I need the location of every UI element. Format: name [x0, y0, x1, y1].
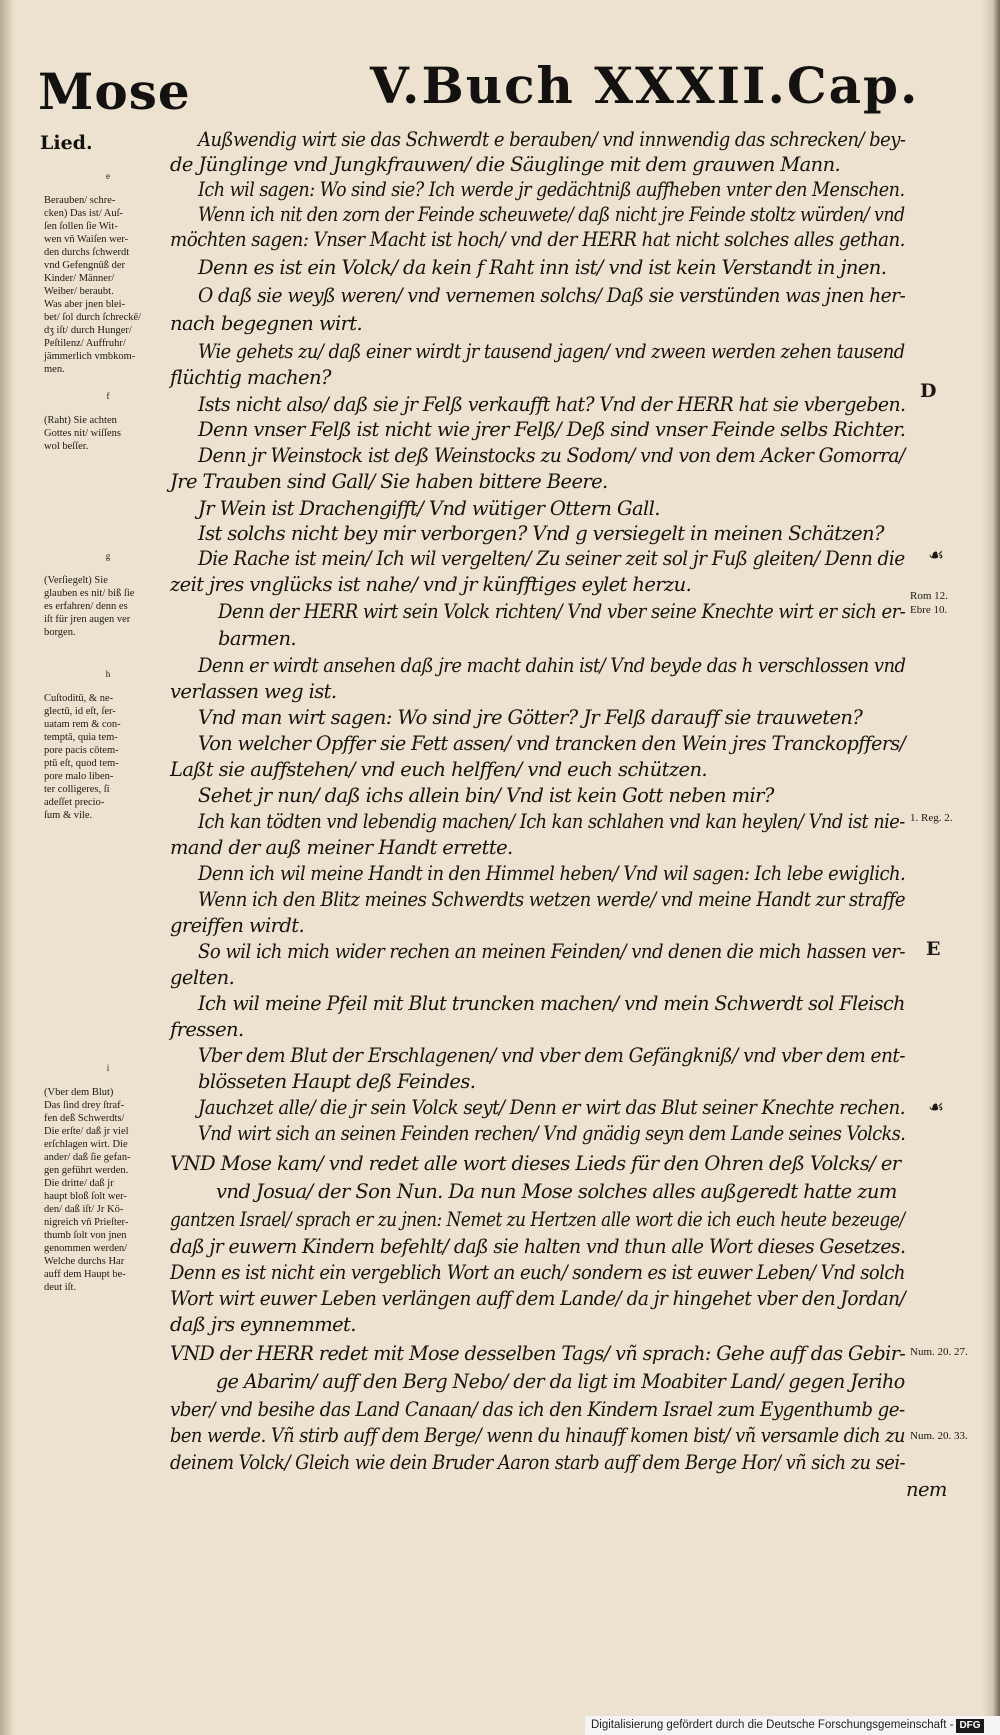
text-line: O daß sie weyß weren/ vnd vernemen solchs/ Daß sie verstünden was jnen her-: [198, 284, 906, 307]
text-line: vnd Josua/ der Son Nun. Da nun Mose solches alles außgeredt hatte zum: [216, 1180, 897, 1203]
text-line: blösseten Haupt deß Feindes.: [198, 1070, 476, 1093]
text-line: daß jr euwern Kindern befehlt/ daß sie halten vnd thun alle Wort dieses Gesetzes.: [170, 1235, 906, 1258]
margin-note: [44, 378, 172, 453]
text-line: gelten.: [170, 966, 235, 989]
text-line: zeit jres vnglücks ist nahe/ vnd jr künfftiges eylet herzu.: [170, 573, 692, 596]
text-line: vber/ vnd besihe das Land Canaan/ das ich den Kindern Israel zum Eygenthumb ge-: [170, 1398, 905, 1421]
page-gutter: [0, 0, 14, 1735]
text-line: Jauchzet alle/ die jr sein Volck seyt/ Denn er wirt das Blut seiner Knechte rechen.: [198, 1096, 905, 1119]
text-line: möchten sagen: Vnser Macht ist hoch/ vnd der HERR hat nicht solches alles gethan.: [170, 228, 905, 251]
text-line: barmen.: [218, 627, 297, 650]
text-line: daß jrs eynnemmet.: [170, 1313, 356, 1336]
text-line: Denn es ist ein Volck/ da kein f Raht inn ist/ vnd ist kein Verstandt in jnen.: [198, 256, 887, 279]
text-line: Denn ich wil meine Handt in den Himmel heben/ Vnd wil sagen: Ich lebe ewiglich.: [198, 862, 906, 885]
text-line: greiffen wirdt.: [170, 914, 305, 937]
margin-note: [44, 158, 172, 376]
text-line: VND der HERR redet mit Mose desselben Tags/ vñ sprach: Gehe auff das Gebir-: [170, 1342, 906, 1365]
cross-reference: Ebre 10.: [910, 604, 948, 616]
text-line: Die Rache ist mein/ Ich wil vergelten/ Zu seiner zeit sol jr Fuß gleiten/ Denn die: [198, 547, 905, 570]
text-line: de Jünglinge vnd Jungkfrauwen/ die Säuglinge mit dem grauwen Mann.: [170, 153, 841, 176]
text-line: Denn jr Weinstock ist deß Weinstocks zu Sodom/ vnd von dem Acker Gomorra/: [198, 444, 905, 467]
text-line: mand der auß meiner Handt errette.: [170, 836, 513, 859]
note-text: (Verſiegelt) Sie glauben es nit/ biß ſie es erfahren/ denn es iſt für jren augen ver borgen.: [44, 575, 135, 638]
section-label: Lied.: [40, 132, 93, 154]
note-text: (Raht) Sie achten Gottes nit/ wiſſens wol beſſer.: [44, 415, 121, 452]
text-line: Denn vnser Felß ist nicht wie jrer Felß/ Deß sind vnser Feinde selbs Richter.: [198, 418, 906, 441]
footer-text: Digitalisierung gefördert durch die Deutsche Forschungsgemeinschaft -: [591, 1719, 954, 1731]
text-line: Wie gehets zu/ daß einer wirdt jr tausend jagen/ vnd zween werden zehen tausend: [198, 340, 905, 363]
text-line: Jr Wein ist Drachengifft/ Vnd wütiger Ottern Gall.: [198, 497, 660, 520]
text-line: Ists nicht also/ daß sie jr Felß verkaufft hat? Vnd der HERR hat sie vbergeben.: [198, 393, 906, 416]
note-key: i: [106, 1063, 110, 1073]
note-key: f: [106, 391, 110, 401]
cross-reference: Num. 20. 33.: [910, 1430, 968, 1442]
text-line: Ich wil meine Pfeil mit Blut truncken machen/ vnd mein Schwerdt sol Fleisch: [198, 992, 905, 1015]
text-line: verlassen weg ist.: [170, 680, 337, 703]
text-line: Vnd man wirt sagen: Wo sind jre Götter? Jr Felß darauff sie trauweten?: [198, 706, 863, 729]
cross-reference: 1. Reg. 2.: [910, 812, 953, 824]
text-line: Wenn ich nit den zorn der Feinde scheuwete/ daß nicht jre Feinde stoltz würden/ vnd: [198, 203, 905, 226]
cross-reference: Num. 20. 27.: [910, 1346, 968, 1358]
note-key: e: [106, 171, 110, 181]
text-line: Außwendig wirt sie das Schwerdt e berauben/ vnd innwendig das schrecken/ bey-: [198, 128, 906, 151]
note-key: g: [105, 551, 111, 561]
text-line: Sehet jr nun/ daß ichs allein bin/ Vnd ist kein Gott neben mir?: [198, 784, 774, 807]
note-key: h: [105, 669, 111, 679]
text-line: Ich wil sagen: Wo sind sie? Ich werde jr gedächtniß auffheben vnter den Menschen.: [198, 178, 905, 201]
margin-note: [44, 1050, 172, 1294]
text-line: Von welcher Opffer sie Fett assen/ vnd trancken den Wein jres Tranckopffers/: [198, 732, 906, 755]
text-line: nem: [906, 1478, 947, 1501]
text-line: Laßt sie auffstehen/ vnd euch helffen/ vnd euch schützen.: [170, 758, 708, 781]
text-line: ben werde. Vñ stirb auff dem Berge/ wenn du hinauff komen bist/ vñ versamle dich zu: [170, 1424, 906, 1447]
text-line: Ich kan tödten vnd lebendig machen/ Ich kan schlahen vnd kan heylen/ Vnd ist nie-: [198, 810, 905, 833]
text-line: Denn er wirdt ansehen daß jre macht dahin ist/ Vnd beyde das h verschlossen vnd: [198, 654, 906, 677]
section-letter-e: E: [926, 938, 941, 960]
text-line: Vnd wirt sich an seinen Feinden rechen/ Vnd gnädig seyn dem Lande seines Volcks.: [198, 1122, 906, 1145]
text-line: Denn der HERR wirt sein Volck richten/ Vnd vber seine Knechte wirt er sich er-: [218, 600, 906, 623]
note-text: Cuſtoditū, & ne- glectū, id eſt, ſer- uatam rem & con- temptā, quia tem- pore pacis cōtem- ptū eſt, quod tem- pore malo liben- ter colligeres, ſi adeſſet precio- ſum & vile.: [44, 693, 121, 821]
page-edge: [982, 0, 1000, 1735]
section-letter-d: D: [920, 380, 937, 402]
text-line: flüchtig machen?: [170, 366, 331, 389]
cross-reference: Rom 12.: [910, 590, 948, 602]
note-text: Berauben/ schre- cken) Das ist/ Auſ- ſen ſollen ſie Wit- wen vñ Waiſen wer- den durchs ſchwerdt vnd Gefengnüß der Kinder/ Männer/ Weiber/ beraubt. Was aber jnen blei- bet/ ſol durch ſchreckē/ dʒ iſt/ durch Hunger/ Peſtilenz/ Auffruhr/ jämmerlich vmbkom- men.: [44, 195, 142, 375]
text-line: VND Mose kam/ vnd redet alle wort dieses Lieds für den Ohren deß Volcks/ er: [170, 1152, 901, 1175]
text-line: Jre Trauben sind Gall/ Sie haben bittere Beere.: [170, 470, 608, 493]
running-head-center: V.Buch XXXII.Cap.: [370, 56, 920, 115]
digitization-footer: [585, 1716, 1000, 1735]
pointing-hand-icon: ☙: [928, 1097, 945, 1118]
text-line: nach begegnen wirt.: [170, 312, 363, 335]
text-line: gantzen Israel/ sprach er zu jnen: Nemet zu Hertzen alle wort die ich euch heute bezeuge/: [170, 1208, 905, 1231]
note-text: (Vber dem Blut) Das ſind drey ſtraf- fen deß Schwerdts/ Die erſte/ daß jr viel erſchlagen wirt. Die ander/ daß ſie gefan- gen geführt werden. Die dritte/ daß jr haupt bloß ſolt wer- den/ daß iſt/ Jr Kö- nigreich vñ Prieſter- thumb ſolt von jnen genommen werden/ Welche durchs Har auff dem Haupt be- deut iſt.: [44, 1087, 131, 1293]
text-line: fressen.: [170, 1018, 244, 1041]
running-head-left: Mose: [38, 62, 191, 121]
text-line: ge Abarim/ auff den Berg Nebo/ der da ligt im Moabiter Land/ gegen Jeriho: [216, 1370, 905, 1393]
text-line: So wil ich mich wider rechen an meinen Feinden/ vnd denen die mich hassen ver-: [198, 940, 905, 963]
margin-note: [44, 656, 172, 822]
text-line: Denn es ist nicht ein vergeblich Wort an euch/ sondern es ist euwer Leben/ Vnd solch: [170, 1261, 905, 1284]
text-line: Wenn ich den Blitz meines Schwerdts wetzen werde/ vnd meine Handt zur straffe: [198, 888, 906, 911]
dfg-logo: DFG: [956, 1719, 983, 1733]
margin-note: [44, 538, 172, 639]
text-line: deinem Volck/ Gleich wie dein Bruder Aaron starb auff dem Berge Hor/ vñ sich zu sei-: [170, 1451, 906, 1474]
text-line: Wort wirt euwer Leben verlängen auff dem Lande/ da jr hingehet vber den Jordan/: [170, 1287, 906, 1310]
pointing-hand-icon: ☙: [928, 545, 945, 566]
text-line: Ist solchs nicht bey mir verborgen? Vnd g versiegelt in meinen Schätzen?: [198, 522, 884, 545]
text-line: Vber dem Blut der Erschlagenen/ vnd vber dem Gefängkniß/ vnd vber dem ent-: [198, 1044, 905, 1067]
